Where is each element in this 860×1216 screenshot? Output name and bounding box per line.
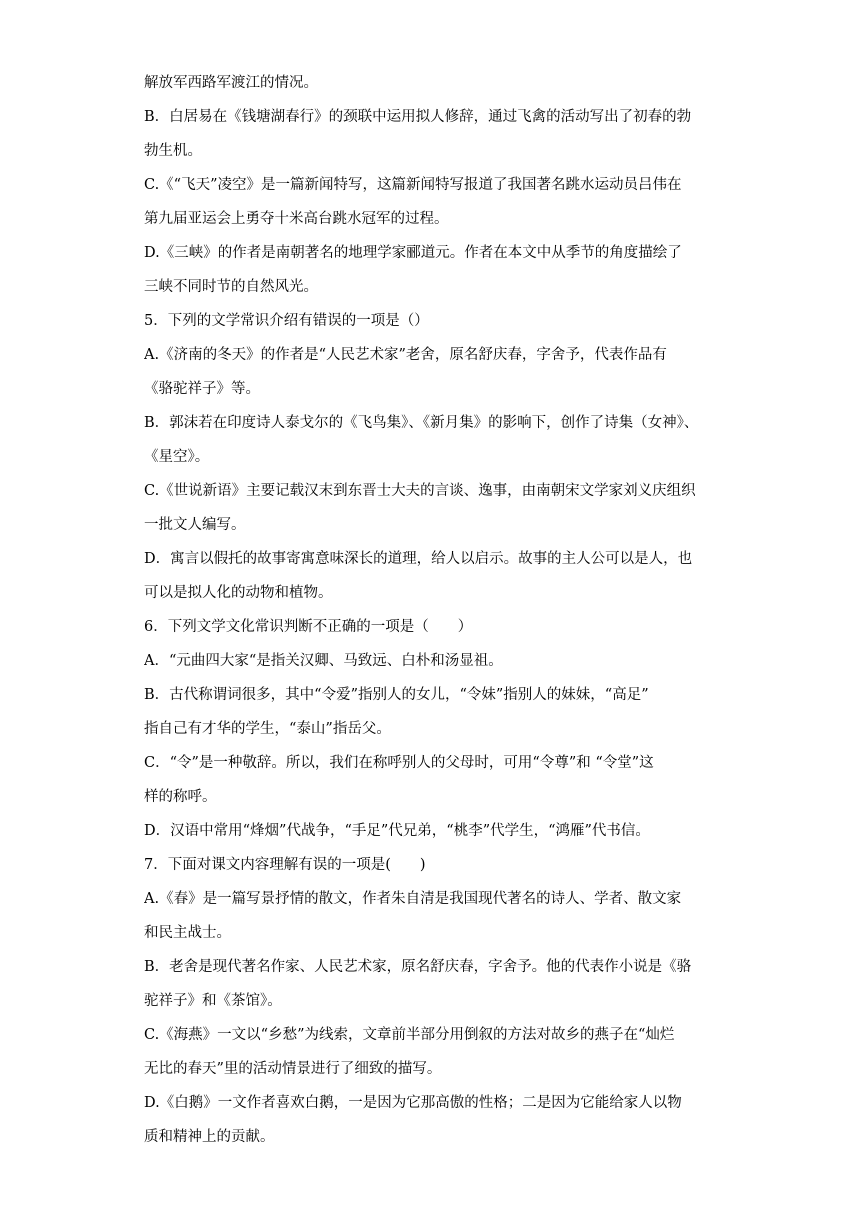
- text-line: 勃生机。: [144, 143, 202, 159]
- text-line: B．白居易在《钱塘湖春行》的颈联中运用拟人修辞，通过飞禽的活动写出了初春的勃: [144, 109, 692, 125]
- text-line: A.《春》是一篇写景抒情的散文，作者朱自清是我国现代著名的诗人、学者、散文家: [144, 891, 682, 907]
- text-line: C.《世说新语》主要记载汉末到东晋士大夫的言谈、逸事，由南朝宋文学家刘义庆组织: [144, 483, 696, 499]
- text-line: D.《三峡》的作者是南朝著名的地理学家郦道元。作者在本文中从季节的角度描绘了: [144, 245, 682, 261]
- text-line: 指自己有才华的学生，“泰山”指岳父。: [144, 721, 391, 737]
- text-line: 第九届亚运会上勇夺十米高台跳水冠军的过程。: [144, 211, 449, 227]
- text-line: D.《白鹅》一文作者喜欢白鹅，一是因为它那高傲的性格；二是因为它能给家人以物: [144, 1095, 682, 1111]
- question-7-stem: 7．下面对课文内容理解有误的一项是( ): [144, 857, 426, 873]
- text-line: C.《海燕》一文以“乡愁”为线索，文章前半部分用倒叙的方法对故乡的燕子在“灿烂: [144, 1027, 675, 1043]
- text-line: 和民主战士。: [144, 925, 231, 941]
- text-line: A．“元曲四大家“是指关汉卿、马致远、白朴和汤显祖。: [144, 653, 503, 669]
- text-line: 解放军西路军渡江的情况。: [144, 75, 318, 91]
- text-line: C．“令”是一种敬辞。所以，我们在称呼别人的父母时，可用“令尊”和 “令堂”这: [144, 755, 654, 771]
- text-line: 质和精神上的贡献。: [144, 1129, 275, 1145]
- text-line: 一批文人编写。: [144, 517, 246, 533]
- text-line: A.《济南的冬天》的作者是“人民艺术家”老舍，原名舒庆春，字舍予，代表作品有: [144, 347, 667, 363]
- text-line: 无比的春天”里的活动情景进行了细致的描写。: [144, 1061, 442, 1077]
- text-line: D．汉语中常用“烽烟”代战争，“手足”代兄弟，“桃李”代学生，“鸿雁”代书信。: [144, 823, 650, 839]
- text-line: B．老舍是现代著名作家、人民艺术家，原名舒庆春，字舍予。他的代表作小说是《骆: [144, 959, 692, 975]
- text-line: D．寓言以假托的故事寄寓意味深长的道理，给人以启示。故事的主人公可以是人，也: [144, 551, 693, 567]
- text-line: 样的称呼。: [144, 789, 217, 805]
- text-line: 驼祥子》和《茶馆》。: [144, 993, 282, 1009]
- text-line: 《骆驼祥子》等。: [144, 381, 260, 397]
- text-line: B．古代称谓词很多，其中“令爱”指别人的女儿，“令妹”指别人的妹妹，“高足”: [144, 687, 649, 703]
- question-6-stem: 6．下列文学文化常识判断不正确的一项是（ ）: [144, 619, 473, 635]
- question-5-stem: 5．下列的文学常识介绍有错误的一项是（）: [144, 313, 429, 329]
- text-line: 可以是拟人化的动物和植物。: [144, 585, 333, 601]
- text-line: 三峡不同时节的自然风光。: [144, 279, 318, 295]
- text-line: 《星空》。: [144, 449, 210, 465]
- text-line: B．郭沫若在印度诗人泰戈尔的《飞鸟集》、《新月集》的影响下，创作了诗集（女神》、: [144, 415, 699, 431]
- text-line: C.《“飞天”凌空》是一篇新闻特写，这篇新闻特写报道了我国著名跳水运动员吕伟在: [144, 177, 682, 193]
